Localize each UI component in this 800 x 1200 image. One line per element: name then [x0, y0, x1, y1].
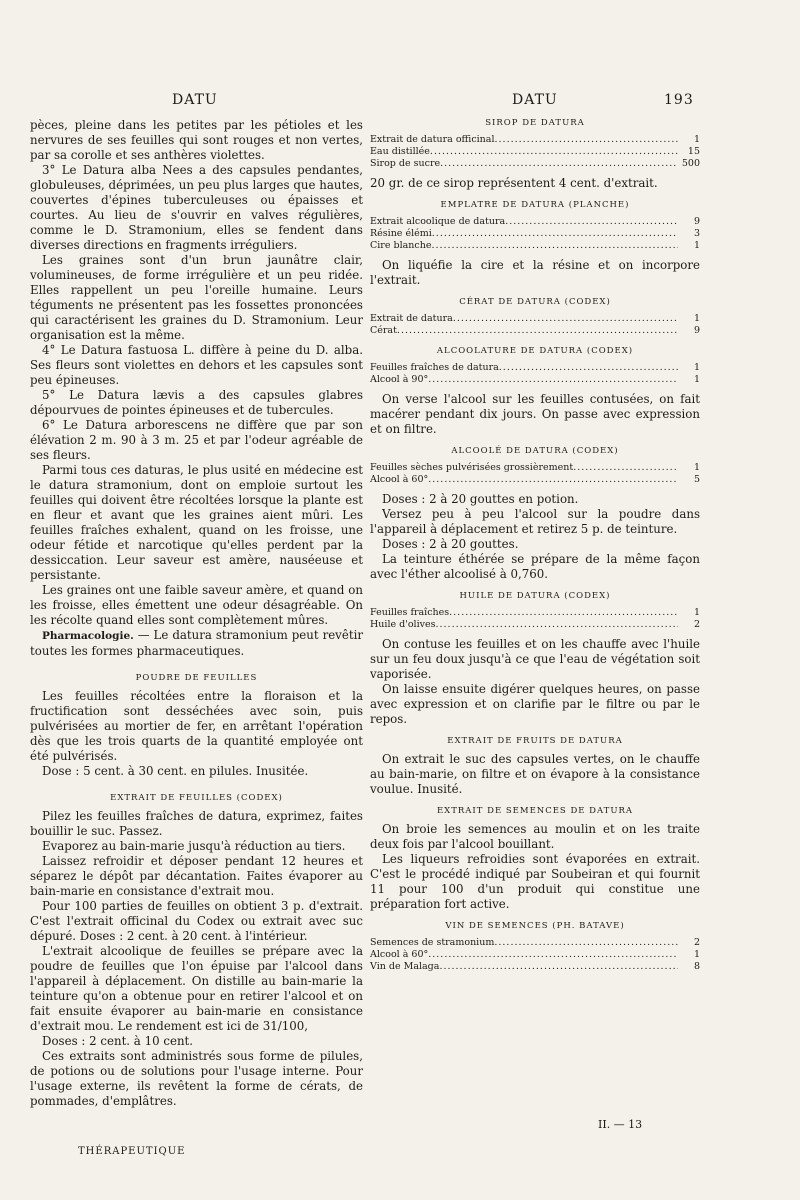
ingredient-name: Alcool à 60° — [370, 949, 429, 960]
ingredient-row — [370, 158, 700, 170]
section-heading: VIN DE SEMENCES (PH. BATAVE) — [445, 921, 625, 931]
ingredient-row — [370, 134, 700, 146]
paragraph: Doses : 2 à 20 gouttes. — [382, 537, 519, 551]
ingredient-quantity: 5 — [693, 474, 700, 485]
paragraph: On verse l'alcool sur les feuilles contusées, on fait macérer pendant dix jours. On passe avec expression et on filtre. — [370, 392, 700, 436]
ingredient-quantity: 1 — [693, 949, 700, 960]
ingredient-quantity: 1 — [693, 374, 700, 385]
ingredient-quantity: 3 — [693, 228, 700, 239]
ingredient-quantity: 1 — [693, 362, 700, 373]
leader-dots — [505, 216, 678, 228]
paragraph: Les graines ont une faible saveur amère, et quand on les froisse, elles émettent une odeur désagréable. On les récolte quand elles sont complètement mûres. — [30, 583, 363, 627]
ingredient-row — [370, 949, 700, 961]
left-column — [30, 118, 363, 1109]
ingredient-row — [370, 362, 700, 374]
section-heading: SIROP DE DATURA — [485, 118, 585, 128]
ingredient-row — [370, 937, 700, 949]
paragraph: Pour 100 parties de feuilles on obtient 3 p. d'extrait. C'est l'extrait officinal du Codex ou extrait avec suc dépuré. Doses : 2 cent. à 20 cent. à l'intérieur. — [30, 899, 363, 943]
section-heading: EXTRAIT DE SEMENCES DE DATURA — [436, 806, 634, 816]
ingredient-name: Alcool à 60° — [370, 474, 429, 485]
section-heading: ALCOOLÉ DE DATURA (CODEX) — [451, 446, 619, 456]
leader-dots — [430, 146, 678, 158]
leader-dots — [573, 462, 678, 474]
leader-dots — [428, 374, 678, 386]
recipe-alcoole — [370, 462, 700, 486]
ingredient-name: Alcool à 90° — [370, 374, 429, 385]
ingredient-quantity: 1 — [693, 607, 700, 618]
leader-dots — [431, 240, 678, 252]
section-heading: ALCOOLATURE DE DATURA (CODEX) — [436, 346, 634, 356]
ingredient-row — [370, 325, 700, 337]
leader-dots — [449, 607, 678, 619]
ingredient-row — [370, 619, 700, 631]
paragraph: Les liqueurs refroidies sont évaporées en extrait. C'est le procédé indiqué par Soubeiran et qui fournit 11 pour 100 d'un produit qui constitue une préparation fort active. — [370, 852, 700, 911]
ingredient-name: Eau distillée — [370, 146, 430, 157]
paragraph: Versez peu à peu l'alcool sur la poudre dans l'appareil à déplacement et retirez 5 p. de teinture. — [370, 507, 700, 536]
ingredient-row — [370, 313, 700, 325]
recipe-huile — [370, 607, 700, 631]
paragraph: 3° Le Datura alba Nees a des capsules pendantes, globuleuses, déprimées, un peu plus larges que hautes, couvertes d'épines tuberculeuses ou épaisses et courtes. Au lieu de s'ouvrir en valves régulières, comme le D. Stramonium, elles se fendent dans diverses directions en fragments irréguliers. — [30, 163, 363, 252]
paragraph: 6° Le Datura arborescens ne diffère que par son élévation 2 m. 90 à 3 m. 25 et par l'odeur agréable de ses fleurs. — [30, 418, 363, 462]
ingredient-quantity: 1 — [693, 462, 700, 473]
paragraph: On laisse ensuite digérer quelques heures, on passe avec expression et on clarifie par le filtre ou par le repos. — [370, 682, 700, 726]
ingredient-quantity: 9 — [693, 216, 700, 227]
ingredient-quantity: 500 — [681, 158, 700, 169]
section-heading: HUILE DE DATURA (CODEX) — [459, 591, 611, 601]
leader-dots — [440, 158, 678, 170]
ingredient-row — [370, 474, 700, 486]
ingredient-name: Sirop de sucre — [370, 158, 441, 169]
paragraph: Parmi tous ces daturas, le plus usité en médecine est le datura stramonium, dont on emploie surtout les feuilles qui doivent être récoltées lorsque la plante est en fleur et avant que les graines aient mûri. Les feuilles fraîches exhalent, quand on les froisse, une odeur fétide et narcotique qu'elles perdent par la dessiccation. Leur saveur est amère, nauséeuse et persistante. — [30, 463, 363, 582]
recipe-cerat — [370, 313, 700, 337]
ingredient-row — [370, 146, 700, 158]
ingredient-row — [370, 607, 700, 619]
paragraph: Ces extraits sont administrés sous forme de pilules, de potions ou de solutions pour l'usage interne. Pour l'usage externe, ils revêtent la forme de cérats, de pommades, d'emplâtres. — [30, 1049, 363, 1108]
ingredient-name: Cire blanche — [370, 240, 432, 251]
leader-dots — [494, 937, 678, 949]
ingredient-name: Résine élémi — [370, 228, 432, 239]
section-heading: EMPLATRE DE DATURA (PLANCHE) — [440, 200, 630, 210]
ingredient-name: Huile d'olives — [370, 619, 436, 630]
leader-dots — [499, 362, 678, 374]
ingredient-quantity: 9 — [693, 325, 700, 336]
paragraph: 5° Le Datura lævis a des capsules glabres dépourvues de pointes épineuses et de tubercules. — [30, 388, 363, 417]
ingredient-row — [370, 961, 700, 973]
section-heading: POUDRE DE FEUILLES — [135, 673, 258, 683]
ingredient-row — [370, 240, 700, 252]
paragraph: On extrait le suc des capsules vertes, on le chauffe au bain-marie, on filtre et on évapore à la consistance voulue. Inusité. — [370, 752, 700, 796]
ingredient-quantity: 1 — [693, 240, 700, 251]
paragraph: Doses : 2 à 20 gouttes en potion. — [382, 492, 579, 506]
leader-dots — [495, 134, 678, 146]
ingredient-name: Feuilles fraîches de datura — [370, 362, 499, 373]
paragraph: Pilez les feuilles fraîches de datura, exprimez, faites bouillir le suc. Passez. — [30, 809, 363, 838]
pharmacologie-label: Pharmacologie. — [42, 630, 134, 642]
footer-signature-right: II. — 13 — [598, 1118, 643, 1131]
running-head-right: DATU — [512, 92, 558, 108]
paragraph: Doses : 2 cent. à 10 cent. — [42, 1034, 194, 1048]
ingredient-name: Semences de stramonium — [370, 937, 495, 948]
recipe-alcoolature — [370, 362, 700, 386]
ingredient-row — [370, 462, 700, 474]
right-column — [370, 118, 700, 979]
paragraph: On liquéfie la cire et la résine et on incorpore l'extrait. — [370, 258, 700, 287]
paragraph: On contuse les feuilles et on les chauffe avec l'huile sur un feu doux jusqu'à ce que l'eau de végétation soit vaporisée. — [370, 637, 700, 681]
paragraph: 4° Le Datura fastuosa L. diffère à peine du D. alba. Ses fleurs sont violettes en dehors et les capsules sont peu épineuses. — [30, 343, 363, 387]
section-heading: CÉRAT DE DATURA (CODEX) — [459, 297, 611, 307]
leader-dots — [439, 961, 678, 973]
paragraph: 20 gr. de ce sirop représentent 4 cent. d'extrait. — [370, 176, 658, 190]
recipe-sirop — [370, 134, 700, 170]
running-head-left: DATU — [172, 92, 218, 108]
leader-dots — [453, 313, 678, 325]
ingredient-quantity: 1 — [693, 313, 700, 324]
leader-dots — [435, 619, 678, 631]
ingredient-quantity: 15 — [687, 146, 700, 157]
ingredient-quantity: 2 — [693, 937, 700, 948]
ingredient-name: Feuilles fraîches — [370, 607, 450, 618]
paragraph: Dose : 5 cent. à 30 cent. en pilules. Inusitée. — [42, 764, 309, 778]
ingredient-name: Extrait de datura — [370, 313, 453, 324]
footer-signature-left: THÉRAPEUTIQUE — [78, 1146, 186, 1157]
section-heading: EXTRAIT DE FRUITS DE DATURA — [447, 736, 623, 746]
ingredient-name: Cérat — [370, 325, 397, 336]
paragraph: Les feuilles récoltées entre la floraison et la fructification sont desséchées avec soin, puis pulvérisées au mortier de fer, en arrêtant l'opération dès que les trois quarts de la quantité employée ont été pulvérisés. — [30, 689, 363, 763]
ingredient-quantity: 1 — [693, 134, 700, 145]
paragraph: L'extrait alcoolique de feuilles se prépare avec la poudre de feuilles que l'on épuise par l'alcool dans l'appareil à déplacement. On distille au bain-marie la teinture qu'on a obtenue pour en retirer l'alcool et on fait ensuite évaporer au bain-marie en consistance d'extrait mou. Le rendement est ici de 31/100, — [30, 944, 363, 1033]
ingredient-row — [370, 374, 700, 386]
ingredient-name: Extrait alcoolique de datura — [370, 216, 506, 227]
paragraph: Les graines sont d'un brun jaunâtre clair, volumineuses, de forme irrégulière et un peu ridée. Elles rappellent un peu l'oreille humaine. Leurs téguments ne présentent pas les fossettes prononcées qui caractérisent les graines du D. Stramonium. Leur organisation est la même. — [30, 253, 363, 342]
page-number: 193 — [664, 92, 694, 108]
ingredient-quantity: 8 — [693, 961, 700, 972]
leader-dots — [428, 949, 678, 961]
paragraph-text: — Le datura stramonium peut revêtir toutes les formes pharmaceutiques. — [30, 628, 363, 658]
recipe-emplatre — [370, 216, 700, 252]
paragraph: La teinture éthérée se prépare de la même façon avec l'éther alcoolisé à 0,760. — [370, 552, 700, 581]
paragraph — [30, 628, 363, 659]
ingredient-name: Feuilles sèches pulvérisées grossièrement — [370, 462, 574, 473]
section-heading: EXTRAIT DE FEUILLES (CODEX) — [110, 793, 283, 803]
paragraph: On broie les semences au moulin et on les traite deux fois par l'alcool bouillant. — [370, 822, 700, 851]
leader-dots — [428, 474, 678, 486]
leader-dots — [432, 228, 678, 240]
ingredient-row — [370, 216, 700, 228]
leader-dots — [397, 325, 678, 337]
ingredient-quantity: 2 — [693, 619, 700, 630]
ingredient-name: Extrait de datura officinal — [370, 134, 495, 145]
paragraph: pèces, pleine dans les petites par les pétioles et les nervures de ses feuilles qui sont rouges et non vertes, par sa corolle et ses anthères violettes. — [30, 118, 363, 162]
paragraph: Evaporez au bain-marie jusqu'à réduction au tiers. — [42, 839, 346, 853]
ingredient-row — [370, 228, 700, 240]
paragraph: Laissez refroidir et déposer pendant 12 heures et séparez le dépôt par décantation. Faites évaporer au bain-marie en consistance d'extrait mou. — [30, 854, 363, 898]
ingredient-name: Vin de Malaga — [370, 961, 440, 972]
recipe-vin — [370, 937, 700, 973]
